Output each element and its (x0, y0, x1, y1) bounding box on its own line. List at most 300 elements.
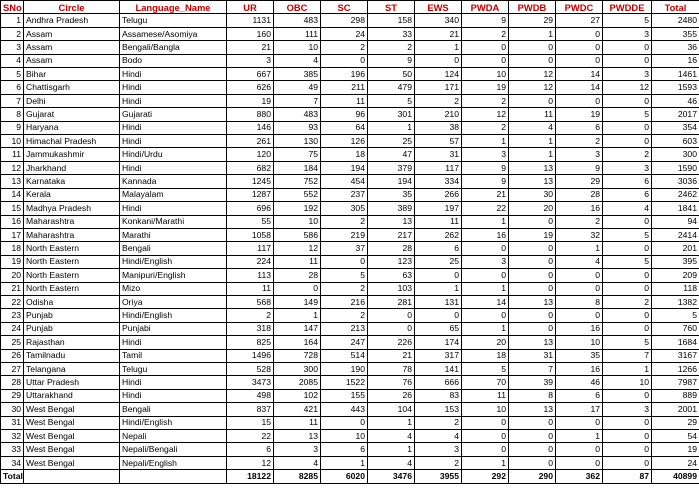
table-cell-st: 78 (368, 362, 415, 375)
table-cell-sc: 514 (321, 349, 368, 362)
table-cell-obc: 111 (274, 27, 321, 40)
table-cell-pwda: 11 (462, 389, 509, 402)
column-header-pwdde: PWDDE (603, 1, 652, 14)
table-cell-obc: 300 (274, 362, 321, 375)
table-cell-total: 209 (652, 269, 699, 282)
table-cell-pwdc: 0 (556, 309, 603, 322)
table-cell-pwdc: 46 (556, 376, 603, 389)
table-cell-pwdc: 1 (556, 430, 603, 443)
table-row (1, 135, 699, 148)
table-cell-total: 2001 (652, 403, 699, 416)
table-cell-sno: 4 (1, 54, 24, 67)
table-cell-pwdde: 0 (603, 443, 652, 456)
table-cell-obc: 11 (274, 255, 321, 268)
table-cell-pwdb: 0 (509, 41, 556, 54)
table-cell-circle: Assam (24, 27, 120, 40)
table-cell-obc: 483 (274, 14, 321, 27)
table-cell-st: 4 (368, 456, 415, 469)
table-cell-circle: West Bengal (24, 430, 120, 443)
table-cell-sno: 3 (1, 41, 24, 54)
table-cell-obc: 12 (274, 242, 321, 255)
table-cell-language-name: Marathi (120, 228, 227, 241)
table-cell-pwdb: 0 (509, 255, 556, 268)
table-cell-obc: 149 (274, 295, 321, 308)
table-cell-circle: Tamilnadu (24, 349, 120, 362)
table-cell-circle: West Bengal (24, 456, 120, 469)
table-cell-obc: 10 (274, 215, 321, 228)
table-cell-sc: 443 (321, 403, 368, 416)
table-cell-sno: 23 (1, 309, 24, 322)
table-cell-sc: 305 (321, 202, 368, 215)
table-cell-pwda: 3 (462, 255, 509, 268)
table-cell-ews: 334 (415, 175, 462, 188)
table-cell-ews: 11 (415, 215, 462, 228)
table-cell-obc: 184 (274, 161, 321, 174)
table-cell-ews: 317 (415, 349, 462, 362)
table-cell-pwda: 2 (462, 121, 509, 134)
table-cell-pwdde: 5 (603, 336, 652, 349)
table-cell-language-name: Hindi (120, 336, 227, 349)
table-cell-pwdde: 10 (603, 376, 652, 389)
table-cell-language-name: Nepali (120, 430, 227, 443)
table-cell-pwdb: 1 (509, 27, 556, 40)
table-row (1, 161, 699, 174)
table-cell-pwdc: 6 (556, 121, 603, 134)
table-cell-pwda: 0 (462, 54, 509, 67)
table-cell-language-name: Mizo (120, 282, 227, 295)
table-cell-ur: 667 (227, 68, 274, 81)
column-header-sno: SNo (1, 1, 24, 14)
table-cell-sno: 2 (1, 27, 24, 40)
total-cell-pwdb: 290 (509, 470, 556, 483)
table-cell-circle: Uttar Pradesh (24, 376, 120, 389)
table-cell-pwdc: 0 (556, 456, 603, 469)
table-cell-circle: North Eastern (24, 282, 120, 295)
table-cell-ews: 0 (415, 309, 462, 322)
column-header-pwdc: PWDC (556, 1, 603, 14)
table-cell-pwdb: 0 (509, 54, 556, 67)
table-cell-language-name: Hindi/English (120, 416, 227, 429)
table-cell-sc: 213 (321, 322, 368, 335)
table-cell-total: 603 (652, 135, 699, 148)
table-cell-total: 1590 (652, 161, 699, 174)
table-cell-pwda: 9 (462, 161, 509, 174)
table-row (1, 94, 699, 107)
table-cell-ews: 171 (415, 81, 462, 94)
table-cell-pwda: 1 (462, 135, 509, 148)
table-cell-pwdb: 13 (509, 403, 556, 416)
table-row (1, 108, 699, 121)
table-cell-pwdc: 0 (556, 94, 603, 107)
table-cell-circle: Delhi (24, 94, 120, 107)
table-cell-circle: Odisha (24, 295, 120, 308)
table-cell-pwda: 1 (462, 322, 509, 335)
table-cell-language-name: Hindi (120, 121, 227, 134)
table-row (1, 228, 699, 241)
column-header-obc: OBC (274, 1, 321, 14)
table-cell-total: 19 (652, 443, 699, 456)
table-row (1, 175, 699, 188)
table-cell-ews: 25 (415, 255, 462, 268)
table-cell-pwdb: 12 (509, 81, 556, 94)
table-cell-pwda: 9 (462, 175, 509, 188)
table-cell-sno: 7 (1, 94, 24, 107)
total-cell-sc: 6020 (321, 470, 368, 483)
table-cell-circle: Uttarakhand (24, 389, 120, 402)
table-cell-total: 2017 (652, 108, 699, 121)
table-cell-language-name: Manipuri/English (120, 269, 227, 282)
table-cell-st: 389 (368, 202, 415, 215)
table-cell-pwdb: 30 (509, 188, 556, 201)
table-cell-pwdc: 10 (556, 336, 603, 349)
table-row (1, 282, 699, 295)
table-cell-sno: 1 (1, 14, 24, 27)
table-cell-obc: 4 (274, 456, 321, 469)
table-cell-language-name: Gujarati (120, 108, 227, 121)
table-cell-ur: 146 (227, 121, 274, 134)
table-cell-pwdb: 11 (509, 108, 556, 121)
table-cell-pwdc: 17 (556, 403, 603, 416)
table-cell-ews: 141 (415, 362, 462, 375)
table-cell-sno: 12 (1, 161, 24, 174)
table-cell-sno: 24 (1, 322, 24, 335)
table-cell-ews: 31 (415, 148, 462, 161)
table-cell-st: 26 (368, 389, 415, 402)
table-cell-pwdc: 0 (556, 443, 603, 456)
total-cell-ur: 18122 (227, 470, 274, 483)
table-cell-pwdb: 8 (509, 389, 556, 402)
table-cell-sc: 6 (321, 443, 368, 456)
table-cell-ews: 57 (415, 135, 462, 148)
table-cell-pwda: 5 (462, 362, 509, 375)
table-cell-ews: 0 (415, 269, 462, 282)
table-cell-st: 0 (368, 309, 415, 322)
table-cell-pwda: 0 (462, 242, 509, 255)
table-cell-total: 36 (652, 41, 699, 54)
table-cell-pwdde: 0 (603, 215, 652, 228)
table-cell-pwdb: 13 (509, 161, 556, 174)
total-cell-sno: Total (1, 470, 24, 483)
table-cell-pwdb: 4 (509, 121, 556, 134)
table-cell-obc: 4 (274, 54, 321, 67)
table-cell-circle: Bihar (24, 68, 120, 81)
table-cell-st: 123 (368, 255, 415, 268)
table-cell-pwdc: 0 (556, 269, 603, 282)
table-cell-sno: 11 (1, 148, 24, 161)
table-cell-pwdb: 19 (509, 228, 556, 241)
table-row (1, 54, 699, 67)
table-cell-sno: 13 (1, 175, 24, 188)
table-cell-pwdb: 0 (509, 269, 556, 282)
table-cell-pwdb: 0 (509, 456, 556, 469)
table-cell-st: 1 (368, 443, 415, 456)
table-cell-pwdc: 35 (556, 349, 603, 362)
table-cell-pwdc: 14 (556, 81, 603, 94)
table-cell-circle: West Bengal (24, 416, 120, 429)
table-cell-st: 479 (368, 81, 415, 94)
table-cell-sc: 155 (321, 389, 368, 402)
table-cell-ews: 3 (415, 443, 462, 456)
table-cell-language-name: Hindi/English (120, 309, 227, 322)
table-cell-total: 355 (652, 27, 699, 40)
table-row (1, 362, 699, 375)
table-cell-st: 1 (368, 121, 415, 134)
table-cell-pwdc: 16 (556, 322, 603, 335)
table-cell-pwdc: 32 (556, 228, 603, 241)
table-cell-sc: 0 (321, 416, 368, 429)
table-cell-obc: 483 (274, 108, 321, 121)
table-cell-pwdb: 13 (509, 175, 556, 188)
table-cell-pwdc: 16 (556, 362, 603, 375)
table-cell-ur: 11 (227, 282, 274, 295)
total-cell-pwdc: 362 (556, 470, 603, 483)
table-row (1, 215, 699, 228)
table-cell-obc: 147 (274, 322, 321, 335)
total-cell-obc: 8285 (274, 470, 321, 483)
table-cell-pwdc: 3 (556, 148, 603, 161)
total-cell-ews: 3955 (415, 470, 462, 483)
table-cell-pwdde: 0 (603, 269, 652, 282)
table-cell-total: 2414 (652, 228, 699, 241)
table-cell-circle: Jharkhand (24, 161, 120, 174)
table-cell-pwdc: 28 (556, 188, 603, 201)
table-row (1, 309, 699, 322)
table-cell-sc: 126 (321, 135, 368, 148)
table-row (1, 430, 699, 443)
table-cell-st: 25 (368, 135, 415, 148)
table-cell-pwdb: 13 (509, 295, 556, 308)
table-cell-total: 118 (652, 282, 699, 295)
table-row (1, 242, 699, 255)
table-cell-circle: Telangana (24, 362, 120, 375)
table-row (1, 322, 699, 335)
table-cell-sc: 237 (321, 188, 368, 201)
table-cell-pwda: 0 (462, 416, 509, 429)
table-cell-circle: Assam (24, 54, 120, 67)
table-cell-ews: 210 (415, 108, 462, 121)
table-cell-pwdde: 5 (603, 14, 652, 27)
table-cell-circle: North Eastern (24, 269, 120, 282)
table-cell-pwdc: 9 (556, 161, 603, 174)
total-row (1, 470, 699, 483)
table-cell-sno: 25 (1, 336, 24, 349)
table-cell-sno: 15 (1, 202, 24, 215)
table-cell-circle: Himachal Pradesh (24, 135, 120, 148)
table-cell-sno: 9 (1, 121, 24, 134)
table-cell-pwdde: 0 (603, 282, 652, 295)
table-row (1, 81, 699, 94)
table-cell-language-name: Tamil (120, 349, 227, 362)
table-row (1, 389, 699, 402)
table-cell-pwdb: 0 (509, 309, 556, 322)
table-cell-language-name: Hindi (120, 68, 227, 81)
table-cell-pwda: 10 (462, 403, 509, 416)
header-row (1, 1, 699, 14)
table-cell-st: 301 (368, 108, 415, 121)
table-cell-circle: Punjab (24, 322, 120, 335)
table-cell-pwdc: 14 (556, 68, 603, 81)
table-cell-sno: 27 (1, 362, 24, 375)
table-cell-ews: 21 (415, 27, 462, 40)
table-cell-pwda: 21 (462, 188, 509, 201)
table-cell-pwda: 10 (462, 68, 509, 81)
table-cell-sc: 64 (321, 121, 368, 134)
table-cell-pwda: 22 (462, 202, 509, 215)
table-cell-pwda: 16 (462, 228, 509, 241)
table-cell-total: 395 (652, 255, 699, 268)
table-cell-sc: 24 (321, 27, 368, 40)
table-cell-pwdc: 4 (556, 255, 603, 268)
table-row (1, 14, 699, 27)
table-cell-pwda: 18 (462, 349, 509, 362)
table-cell-pwdde: 0 (603, 416, 652, 429)
table-cell-circle: Andhra Pradesh (24, 14, 120, 27)
table-cell-pwdde: 6 (603, 188, 652, 201)
table-cell-sc: 1 (321, 456, 368, 469)
table-cell-obc: 164 (274, 336, 321, 349)
table-cell-pwda: 1 (462, 282, 509, 295)
table-cell-pwdb: 1 (509, 135, 556, 148)
table-cell-sc: 2 (321, 309, 368, 322)
table-cell-sc: 1522 (321, 376, 368, 389)
table-cell-sno: 19 (1, 255, 24, 268)
table-cell-st: 35 (368, 188, 415, 201)
table-cell-obc: 1 (274, 309, 321, 322)
table-cell-circle: West Bengal (24, 403, 120, 416)
table-cell-sno: 29 (1, 389, 24, 402)
table-cell-st: 5 (368, 94, 415, 107)
table-cell-ews: 197 (415, 202, 462, 215)
table-cell-pwdc: 16 (556, 202, 603, 215)
table-cell-pwdb: 7 (509, 362, 556, 375)
table-cell-pwdde: 4 (603, 202, 652, 215)
table-cell-sc: 196 (321, 68, 368, 81)
table-cell-obc: 130 (274, 135, 321, 148)
table-cell-sc: 190 (321, 362, 368, 375)
table-cell-ur: 682 (227, 161, 274, 174)
table-cell-total: 2480 (652, 14, 699, 27)
column-header-sc: SC (321, 1, 368, 14)
table-cell-ews: 124 (415, 68, 462, 81)
column-header-circle: Circle (24, 1, 120, 14)
table-cell-language-name: Punjabi (120, 322, 227, 335)
table-cell-pwda: 9 (462, 14, 509, 27)
table-cell-language-name: Hindi (120, 202, 227, 215)
table-cell-pwdb: 20 (509, 202, 556, 215)
table-cell-obc: 75 (274, 148, 321, 161)
table-cell-obc: 2085 (274, 376, 321, 389)
table-cell-ur: 825 (227, 336, 274, 349)
table-cell-pwda: 1 (462, 456, 509, 469)
table-cell-pwdc: 8 (556, 295, 603, 308)
table-cell-pwdde: 0 (603, 94, 652, 107)
table-cell-pwdc: 6 (556, 389, 603, 402)
table-cell-obc: 752 (274, 175, 321, 188)
table-cell-language-name: Nepali/Bengali (120, 443, 227, 456)
table-cell-total: 1684 (652, 336, 699, 349)
table-cell-ews: 262 (415, 228, 462, 241)
table-cell-obc: 28 (274, 269, 321, 282)
table-cell-pwdc: 0 (556, 41, 603, 54)
table-cell-sc: 194 (321, 161, 368, 174)
table-cell-total: 94 (652, 215, 699, 228)
table-cell-pwdb: 0 (509, 282, 556, 295)
table-cell-pwdde: 5 (603, 228, 652, 241)
table-cell-pwdde: 3 (603, 161, 652, 174)
table-cell-sno: 18 (1, 242, 24, 255)
table-cell-pwdde: 3 (603, 68, 652, 81)
table-cell-sc: 5 (321, 269, 368, 282)
table-cell-pwdde: 0 (603, 430, 652, 443)
table-cell-st: 21 (368, 349, 415, 362)
table-cell-language-name: Bengali (120, 242, 227, 255)
table-cell-total: 29 (652, 416, 699, 429)
table-cell-total: 889 (652, 389, 699, 402)
table-cell-pwda: 2 (462, 94, 509, 107)
table-cell-ews: 666 (415, 376, 462, 389)
column-header-st: ST (368, 1, 415, 14)
table-cell-sc: 2 (321, 215, 368, 228)
table-cell-st: 103 (368, 282, 415, 295)
table-cell-sc: 0 (321, 255, 368, 268)
table-cell-circle: Kerala (24, 188, 120, 201)
table-cell-pwda: 70 (462, 376, 509, 389)
table-row (1, 443, 699, 456)
table-cell-total: 54 (652, 430, 699, 443)
table-cell-st: 158 (368, 14, 415, 27)
table-cell-obc: 552 (274, 188, 321, 201)
total-cell-pwdde: 87 (603, 470, 652, 483)
table-cell-ews: 83 (415, 389, 462, 402)
table-cell-ews: 0 (415, 54, 462, 67)
table-cell-sno: 28 (1, 376, 24, 389)
table-cell-ur: 120 (227, 148, 274, 161)
table-cell-sno: 21 (1, 282, 24, 295)
table-cell-sno: 31 (1, 416, 24, 429)
table-cell-pwdde: 0 (603, 135, 652, 148)
table-cell-obc: 93 (274, 121, 321, 134)
table-cell-st: 104 (368, 403, 415, 416)
table-cell-total: 354 (652, 121, 699, 134)
table-cell-language-name: Bodo (120, 54, 227, 67)
table-cell-sc: 37 (321, 242, 368, 255)
table-cell-ews: 6 (415, 242, 462, 255)
table-row (1, 295, 699, 308)
table-cell-language-name: Bengali (120, 403, 227, 416)
table-cell-st: 194 (368, 175, 415, 188)
table-cell-ur: 880 (227, 108, 274, 121)
table-cell-total: 3167 (652, 349, 699, 362)
table-cell-language-name: Hindi (120, 135, 227, 148)
table-cell-language-name: Hindi (120, 389, 227, 402)
table-cell-sno: 34 (1, 456, 24, 469)
table-cell-st: 1 (368, 416, 415, 429)
table-cell-obc: 3 (274, 443, 321, 456)
table-cell-pwdb: 0 (509, 430, 556, 443)
table-cell-sc: 18 (321, 148, 368, 161)
table-cell-pwdde: 3 (603, 27, 652, 40)
total-cell-total: 40899 (652, 470, 699, 483)
table-cell-obc: 49 (274, 81, 321, 94)
table-cell-ews: 117 (415, 161, 462, 174)
table-cell-st: 281 (368, 295, 415, 308)
table-cell-pwdde: 6 (603, 175, 652, 188)
table-cell-ur: 568 (227, 295, 274, 308)
table-cell-pwdde: 5 (603, 255, 652, 268)
table-cell-ur: 318 (227, 322, 274, 335)
table-cell-ews: 153 (415, 403, 462, 416)
table-cell-obc: 586 (274, 228, 321, 241)
